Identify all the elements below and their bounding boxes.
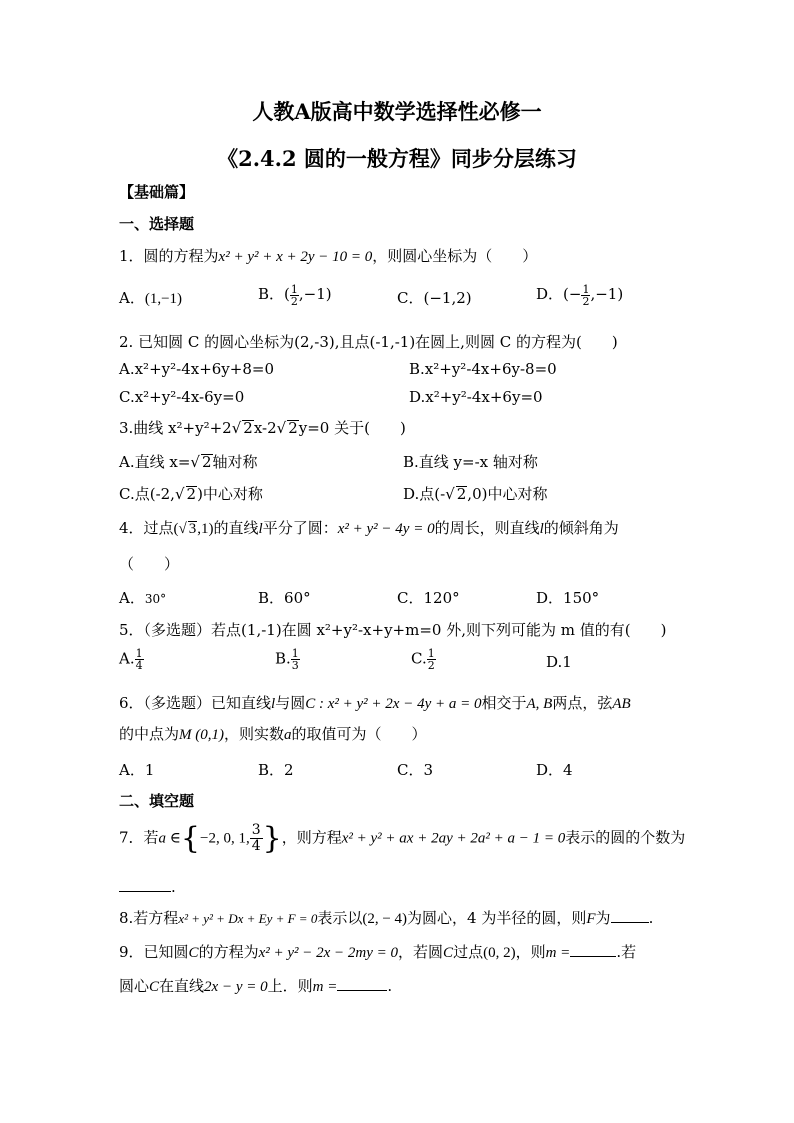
q9-line1-mid3: 过点 (453, 943, 484, 961)
q6-option-c-label: C． (397, 761, 424, 779)
q4-text-mid3: 的周长，则直线 (434, 519, 540, 537)
q6-option-b-value: 2 (284, 761, 294, 779)
q4-text-post: 的倾斜角为 (543, 519, 619, 537)
q9-answer-blank-1[interactable] (570, 942, 616, 957)
q5-option-a-label: A. (119, 649, 135, 668)
q4-option-d-label: D． (536, 589, 564, 607)
q3-option-d-root: 2 (456, 485, 467, 503)
q4-option-d (536, 587, 599, 608)
question-7 (119, 821, 685, 856)
q6-option-d-label: D． (536, 761, 564, 779)
q6-option-b (258, 759, 294, 780)
question-9-line-2 (119, 975, 392, 996)
q5-option-b-fraction (291, 648, 300, 671)
q3-option-a-post: 轴对称 (212, 453, 258, 471)
q6-line-l: l (271, 696, 276, 712)
q3-option-a: A.直线 x=√ 2轴对称 (119, 453, 258, 471)
question-9-line-1 (119, 941, 636, 962)
q8-F: F (586, 911, 596, 927)
q4-option-b (258, 587, 311, 608)
q4-option-c (397, 587, 460, 608)
q9-m-eq-2: m = (312, 979, 338, 995)
q8-answer-blank[interactable] (611, 908, 649, 923)
q4-option-b-label: B． (258, 589, 285, 607)
q7-text-post: 表示的圆的个数为 (565, 828, 686, 847)
q6-line1-post: 两点，弦 (552, 694, 613, 712)
q6-option-d (536, 759, 573, 780)
q1-option-b-den: 2 (290, 294, 298, 308)
q3-option-c: C.点(-2,√ 2)中心对称 (119, 485, 263, 503)
q9-m-eq: m = (545, 945, 571, 961)
q7-set-fraction (250, 823, 263, 854)
page-subtitle: 《2.4.2 圆的一般方程》同步分层练习 (217, 146, 577, 171)
q6-option-c-value: 3 (423, 761, 434, 779)
q4-point-root: 3 (188, 521, 197, 537)
q5-option-d: D.1 (546, 653, 572, 671)
question-8 (119, 907, 653, 928)
part1-heading: 一、选择题 (119, 215, 195, 233)
question-6-line-1 (119, 692, 631, 713)
q6-option-d-value: 4 (563, 761, 573, 779)
q4-text-mid2: 平分了圆： (262, 519, 338, 537)
q3-option-a-pre: A.直线 x= (119, 453, 191, 471)
q9-equation: x² + y² − 2x − 2my = 0 (258, 945, 399, 961)
q5-option-c (411, 648, 436, 671)
q7-set-member: a ∈ (158, 830, 181, 847)
q9-line2-mid: 在直线 (159, 977, 205, 995)
q3-option-d-pre: D.点(- (403, 485, 446, 503)
q7-tail: . (171, 878, 176, 896)
q6-line2-post: 的取值可为（ ） (291, 725, 427, 743)
q4-point: (√ 3,1) (173, 521, 214, 537)
q6-chord: AB (612, 696, 631, 712)
q8-text-post: 为 (595, 909, 611, 927)
q2-option-b: B.x²+y²-4x+6y-8=0 (409, 360, 557, 378)
q3-option-c-pre: C.点(-2, (119, 485, 175, 503)
q6-line2-pre: 的中点为 (119, 725, 180, 743)
q8-center: (2, − 4) (362, 911, 408, 927)
q2-option-a: A.x²+y²-4x+6y+8=0 (119, 360, 275, 378)
q1-option-c (397, 287, 472, 308)
q6-line2-mid: ，则实数 (224, 725, 285, 743)
q4-equation: x² + y² − 4y = 0 (337, 521, 435, 537)
q7-left-brace: { (180, 821, 200, 856)
q5-option-c-num: 1 (427, 647, 435, 660)
q4-line-l-2: l (539, 521, 544, 537)
q6-option-a-label: A． (119, 761, 145, 779)
q9-line1-pre: 9．已知圆 (119, 943, 189, 961)
q7-set-num: 3 (251, 822, 261, 838)
q7-set-den: 4 (251, 838, 261, 854)
q9-point: (0, 2) (483, 945, 516, 961)
q3-option-b: B.直线 y=-x 轴对称 (403, 453, 538, 471)
q4-option-b-value: 60° (284, 589, 311, 607)
q6-midpoint: M (0,1) (179, 727, 225, 743)
question-6-line-2 (119, 723, 427, 744)
q1-equation: x² + y² + x + 2y − 10 = 0 (218, 249, 373, 265)
q2-option-c: C.x²+y²-4x-6y=0 (119, 388, 245, 406)
q5-option-a (119, 648, 144, 671)
q5-option-a-fraction (135, 648, 144, 671)
q1-text-post: ，则圆心坐标为（ ） (372, 247, 538, 265)
q3-root-1: 2 (243, 419, 253, 437)
q5-option-c-label: C. (411, 649, 427, 668)
q1-option-a-label: A． (119, 289, 145, 307)
q6-line1-mid: 与圆 (275, 694, 306, 712)
q1-option-a-value: (1,−1) (144, 291, 183, 307)
q1-option-b-fraction (290, 284, 299, 307)
q6-line1-pre: 6．（多选题）已知直线 (119, 694, 272, 712)
q1-option-d-head: (− (563, 285, 582, 303)
q4-option-a (119, 587, 166, 608)
q1-option-d (536, 283, 623, 307)
page-title: 人教A版高中数学选择性必修一 (252, 99, 542, 124)
section-basic-heading: 【基础篇】 (119, 183, 195, 201)
q1-text-pre: 1．圆的方程为 (119, 247, 219, 265)
q9-line-eq: 2x − y = 0 (204, 979, 268, 995)
q4-option-a-value: 30° (144, 592, 167, 606)
q4-point-tail: ,1) (197, 521, 214, 537)
q3-text-post: y=0 关于( ) (298, 419, 406, 437)
q9-line2-pre: 圆心 (119, 977, 150, 995)
q5-option-b-num: 1 (291, 647, 299, 660)
q1-option-d-label: D． (536, 285, 564, 303)
q8-tail: . (648, 909, 654, 927)
question-5: 5．（多选题）若点(1,-1)在圆 x²+y²-x+y+m=0 外,则下列可能为 m 值的有( ) (119, 621, 667, 639)
q6-a: a (284, 727, 292, 743)
q7-set-items: −2, 0, 1, (200, 830, 250, 847)
q7-answer-blank[interactable] (119, 876, 171, 892)
question-3: 3.曲线 x²+y²+2√ 2x-2√ 2y=0 关于( ) (119, 419, 406, 437)
question-1 (119, 245, 537, 266)
q4-option-c-label: C． (397, 589, 424, 607)
q7-equation: x² + y² + ax + 2ay + 2a² + a − 1 = 0 (341, 830, 566, 847)
q9-tail: . (387, 977, 393, 995)
q3-option-d: D.点(-√ 2,0)中心对称 (403, 485, 548, 503)
q1-option-c-value: (−1,2) (423, 289, 472, 307)
q6-line1-mid2: 相交于 (481, 694, 527, 712)
q8-text-pre: 8.若方程 (119, 909, 179, 927)
q6-equation: C : x² + y² + 2x − 4y + a = 0 (305, 696, 482, 712)
q9-line1-mid4: ，则 (515, 943, 546, 961)
q1-option-b-label: B． (258, 285, 285, 303)
q1-option-b-head: ( (284, 285, 290, 303)
q4-option-a-label: A． (119, 589, 145, 607)
q8-text-mid2: 为圆心，4 为半径的圆，则 (407, 909, 587, 927)
q8-equation: x² + y² + Dx + Ey + F = 0 (178, 911, 318, 926)
q5-option-c-den: 2 (427, 659, 435, 672)
q5-option-a-num: 1 (135, 647, 143, 660)
q3-text-pre: 3.曲线 x²+y²+2 (119, 419, 232, 437)
q2-option-d: D.x²+y²-4x+6y=0 (409, 388, 543, 406)
q5-option-b-label: B. (275, 649, 291, 668)
q4-text-pre: 4．过点 (119, 519, 174, 537)
q8-text-mid: 表示以 (317, 909, 363, 927)
q4-paren: （ ） (119, 555, 180, 573)
q7-answer-line (119, 876, 176, 896)
q9-answer-blank-2[interactable] (337, 976, 387, 991)
question-2: 2. 已知圆 C 的圆心坐标为(2,-3),且点(-1,-1)在圆上,则圆 C 的方程为( ) (119, 333, 618, 351)
q7-right-brace: } (262, 821, 282, 856)
q1-option-b (258, 283, 332, 307)
q3-option-c-root: 2 (186, 485, 197, 503)
q6-option-a-value: 1 (144, 761, 155, 779)
question-4 (119, 517, 619, 538)
q1-option-d-tail: ,−1) (590, 285, 624, 303)
q3-text-mid: x-2 (253, 419, 277, 437)
q1-option-b-tail: ,−1) (298, 285, 332, 303)
part2-heading: 二、填空题 (119, 792, 195, 810)
q1-option-a (119, 287, 182, 308)
q6-option-b-label: B． (258, 761, 285, 779)
q9-C-2: C (443, 945, 454, 961)
q9-C-3: C (149, 979, 160, 995)
q3-option-d-post: ,0)中心对称 (467, 485, 548, 503)
q6-option-a (119, 759, 154, 780)
q5-option-b (275, 648, 300, 671)
q4-text-mid: 的直线 (213, 519, 259, 537)
q6-option-c (397, 759, 433, 780)
q1-option-d-den: 2 (582, 294, 590, 308)
q6-points: A, B (526, 696, 553, 712)
q9-C: C (188, 945, 199, 961)
q5-option-a-den: 4 (135, 659, 143, 672)
q1-option-b-num: 1 (290, 282, 298, 296)
q9-line2-mid2: 上．则 (267, 977, 313, 995)
q7-text-pre: 7．若 (119, 828, 159, 847)
q4-option-d-value: 150° (563, 589, 600, 607)
q9-line1-mid: 的方程为 (198, 943, 259, 961)
q5-option-b-den: 3 (291, 659, 299, 672)
q3-option-c-post: )中心对称 (197, 485, 263, 503)
q4-option-c-value: 120° (423, 589, 460, 607)
q1-option-d-num: 1 (582, 282, 590, 296)
q3-root-2: 2 (288, 419, 298, 437)
q4-line-l: l (258, 521, 263, 537)
q3-option-a-root: 2 (201, 453, 212, 471)
q5-option-c-fraction (427, 648, 436, 671)
q9-line1-post: .若 (616, 943, 637, 961)
q1-option-c-label: C． (397, 289, 424, 307)
q7-text-mid: ，则方程 (281, 828, 342, 847)
q9-line1-mid2: ，若圆 (398, 943, 444, 961)
